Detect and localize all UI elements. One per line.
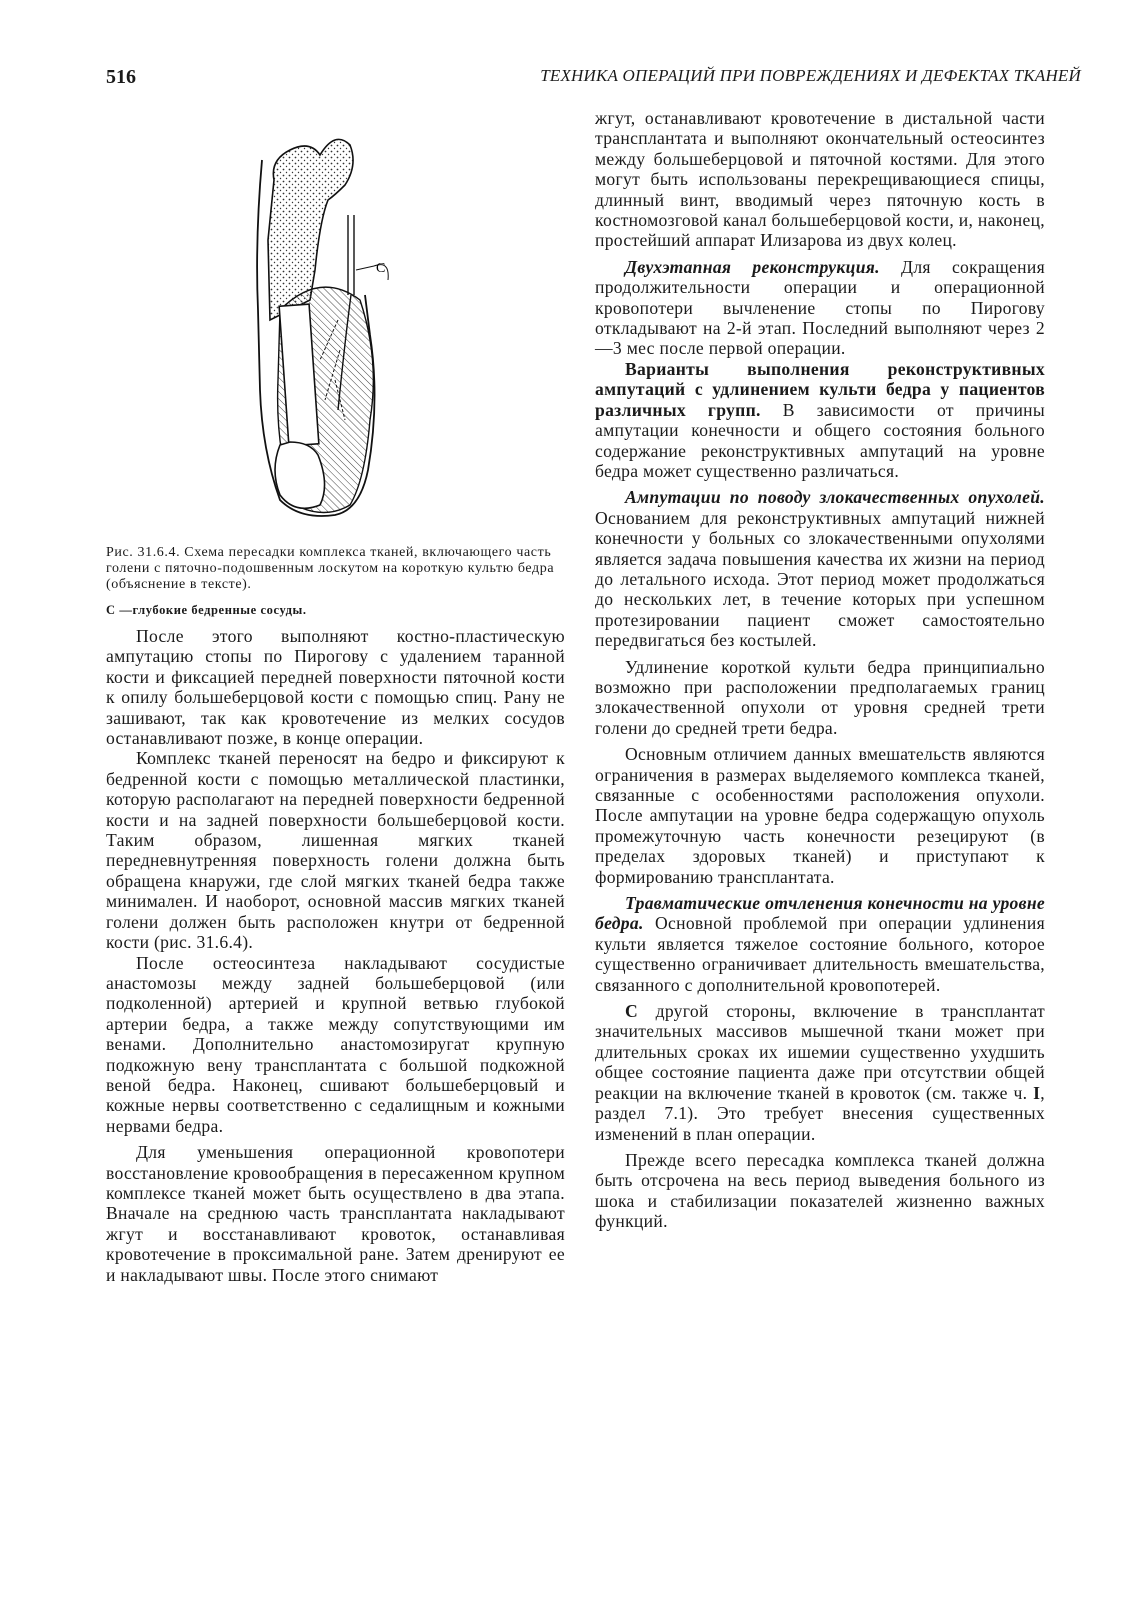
paragraph — [595, 257, 1045, 359]
section-heading: Двухэтапная реконструкция. — [625, 256, 880, 277]
paragraph: жгут, останавливают кровотечение в дистальной части трансплантата и выполняют окончательный остеосинтез между большеберцовой и пяточной костями. Для этого могут быть использованы перекрещивающиеся спицы, длинный винт, вводимый через пяточную кость в костномозговой канал большеберцовой кости, и, наконец, простейший аппарат Илизарова из двух колец. — [595, 108, 1045, 251]
right-column — [595, 108, 1045, 1232]
section-heading: Ампутации по поводу злокачественных опухолей. — [625, 487, 1045, 508]
paragraph-text: В зависимости от причины ампутации конечности и общего состояния больного содержание реконструктивных ампутаций на уровне бедра может существенно различаться. — [595, 399, 1045, 481]
paragraph: Основным отличием данных вмешательств являются ограничения в размерах выделяемого комплекса тканей, связанные с особенностями расположения опухоли. После ампутации на уровне бедра содержащую опухоль промежуточную часть конечности резецируют (в пределах здоровых тканей) и приступают к формированию трансплантата. — [595, 744, 1045, 887]
paragraph: Удлинение короткой культи бедра принципиально возможно при расположении предполагаемых границ злокачественной опухоли от уровня средней трети голени до средней трети бедра. — [595, 656, 1045, 738]
paragraph — [595, 487, 1045, 650]
section-heading: Травматические отчленения конечности на уровне бедра. — [595, 893, 1045, 934]
section-heading: Варианты выполнения реконструктивных ампутаций с удлинением культи бедра у пациентов различных групп. — [595, 358, 1045, 420]
paragraph: Прежде всего пересадка комплекса тканей должна быть отсрочена на весь период выведения больного из шока и стабилизации показателей жизненно важных функций. — [595, 1149, 1045, 1232]
figure-caption — [106, 545, 565, 618]
paragraph — [595, 1001, 1045, 1144]
caption-legend: С —глубокие бедренные сосуды. — [106, 602, 307, 617]
paragraph-text: Для сокращения продолжительности операции и операционной кровопотери вычленение стопы по Пирогову откладывают на 2-й этап. Последний выполняют через 2—3 мес после первой операции. — [595, 256, 1045, 359]
paragraph-text: другой стороны, включение в трансплантат значительных массивов мышечной ткани может при длительных сроках их ишемии существенно ухудшить общее состояние пациента даже при отсутствии общей реакции на включение тканей в кровоток (см. также ч. — [595, 1001, 1045, 1103]
running-title: ТЕХНИКА ОПЕРАЦИЙ ПРИ ПОВРЕЖДЕНИЯХ И ДЕФЕКТАХ ТКАНЕЙ — [540, 66, 1081, 85]
caption-text: Рис. 31.6.4. Схема пересадки комплекса тканей, включающего часть голени с пяточно-подошвенным лоскутом на короткую культю бедра (объяснение в тексте). — [106, 545, 555, 593]
paragraph: После остеосинтеза накладывают сосудистые анастомозы между задней большеберцовой (или подколенной) артерией и крупной ветвью глубокой артерии бедра, а также между сопутствующими им венами. Дополнительно анастомозиругат крупную подкожную вену трансплантата с большой подкожной веной бедра. Наконец, сшивают большеберцовый и кожные нервы соответственно с седалищным и кожными нервами бедра. — [106, 952, 565, 1136]
figure-label-c: С — [376, 261, 386, 276]
tissue-transplant-diagram — [240, 120, 420, 535]
paragraph: После этого выполняют костно-пластическую ампутацию стопы по Пирогову с удалением таранной кости и фиксацией передней поверхности пяточной кости к опилу большеберцовой кости с помощью спиц. Рану не зашивают, так как кровотечение из мелких сосудов останавливают позже, в конце операции. — [106, 626, 565, 749]
part-reference: I — [1033, 1082, 1041, 1103]
drop-letter: С — [625, 1001, 639, 1022]
paragraph — [595, 359, 1045, 481]
paragraph-text: Основанием для реконструктивных ампутаций нижней конечности у больных со злокачественными опухолями является задача повышения качества их жизни на период до летального исхода. Этот период может продолжаться до нескольких лет, в течение которых при успешном протезировании пациент сможет самостоятельно передвигаться без костылей. — [595, 507, 1045, 651]
paragraph — [595, 893, 1045, 995]
figure-31-6-4 — [240, 120, 420, 535]
paragraph-text: , раздел 7.1). Это требует внесения существенных изменений в план операции. — [595, 1082, 1045, 1144]
paragraph: Комплекс тканей переносят на бедро и фиксируют к бедренной кости с помощью металлической пластинки, которую располагают на передней поверхности бедренной кости и на задней поверхности большеберцовой кости. Таким образом, лишенная мягких тканей передневнутренняя поверхность голени должна быть обращена кнаружи, где слой мягких тканей бедра также минимален. И наоборот, основной массив мягких тканей голени должен быть расположен кнутри от бедренной кости (рис. 31.6.4). — [106, 748, 565, 953]
left-column — [106, 626, 565, 1285]
paragraph-text: Основной проблемой при операции удлинения культи является тяжелое состояние больного, которое существенно ограничивает длительность вмешательства, связанного с дополнительной кровопотерей. — [595, 913, 1045, 995]
paragraph: Для уменьшения операционной кровопотери восстановление кровообращения в пересаженном крупном комплексе тканей может быть осуществлено в два этапа. Вначале на среднюю часть трансплантата накладывают жгут и восстанавливают кровоток, останавливая кровотечение в проксимальной ране. Затем дренируют ее и накладывают швы. После этого снимают — [106, 1142, 565, 1285]
page-number: 516 — [106, 66, 136, 88]
